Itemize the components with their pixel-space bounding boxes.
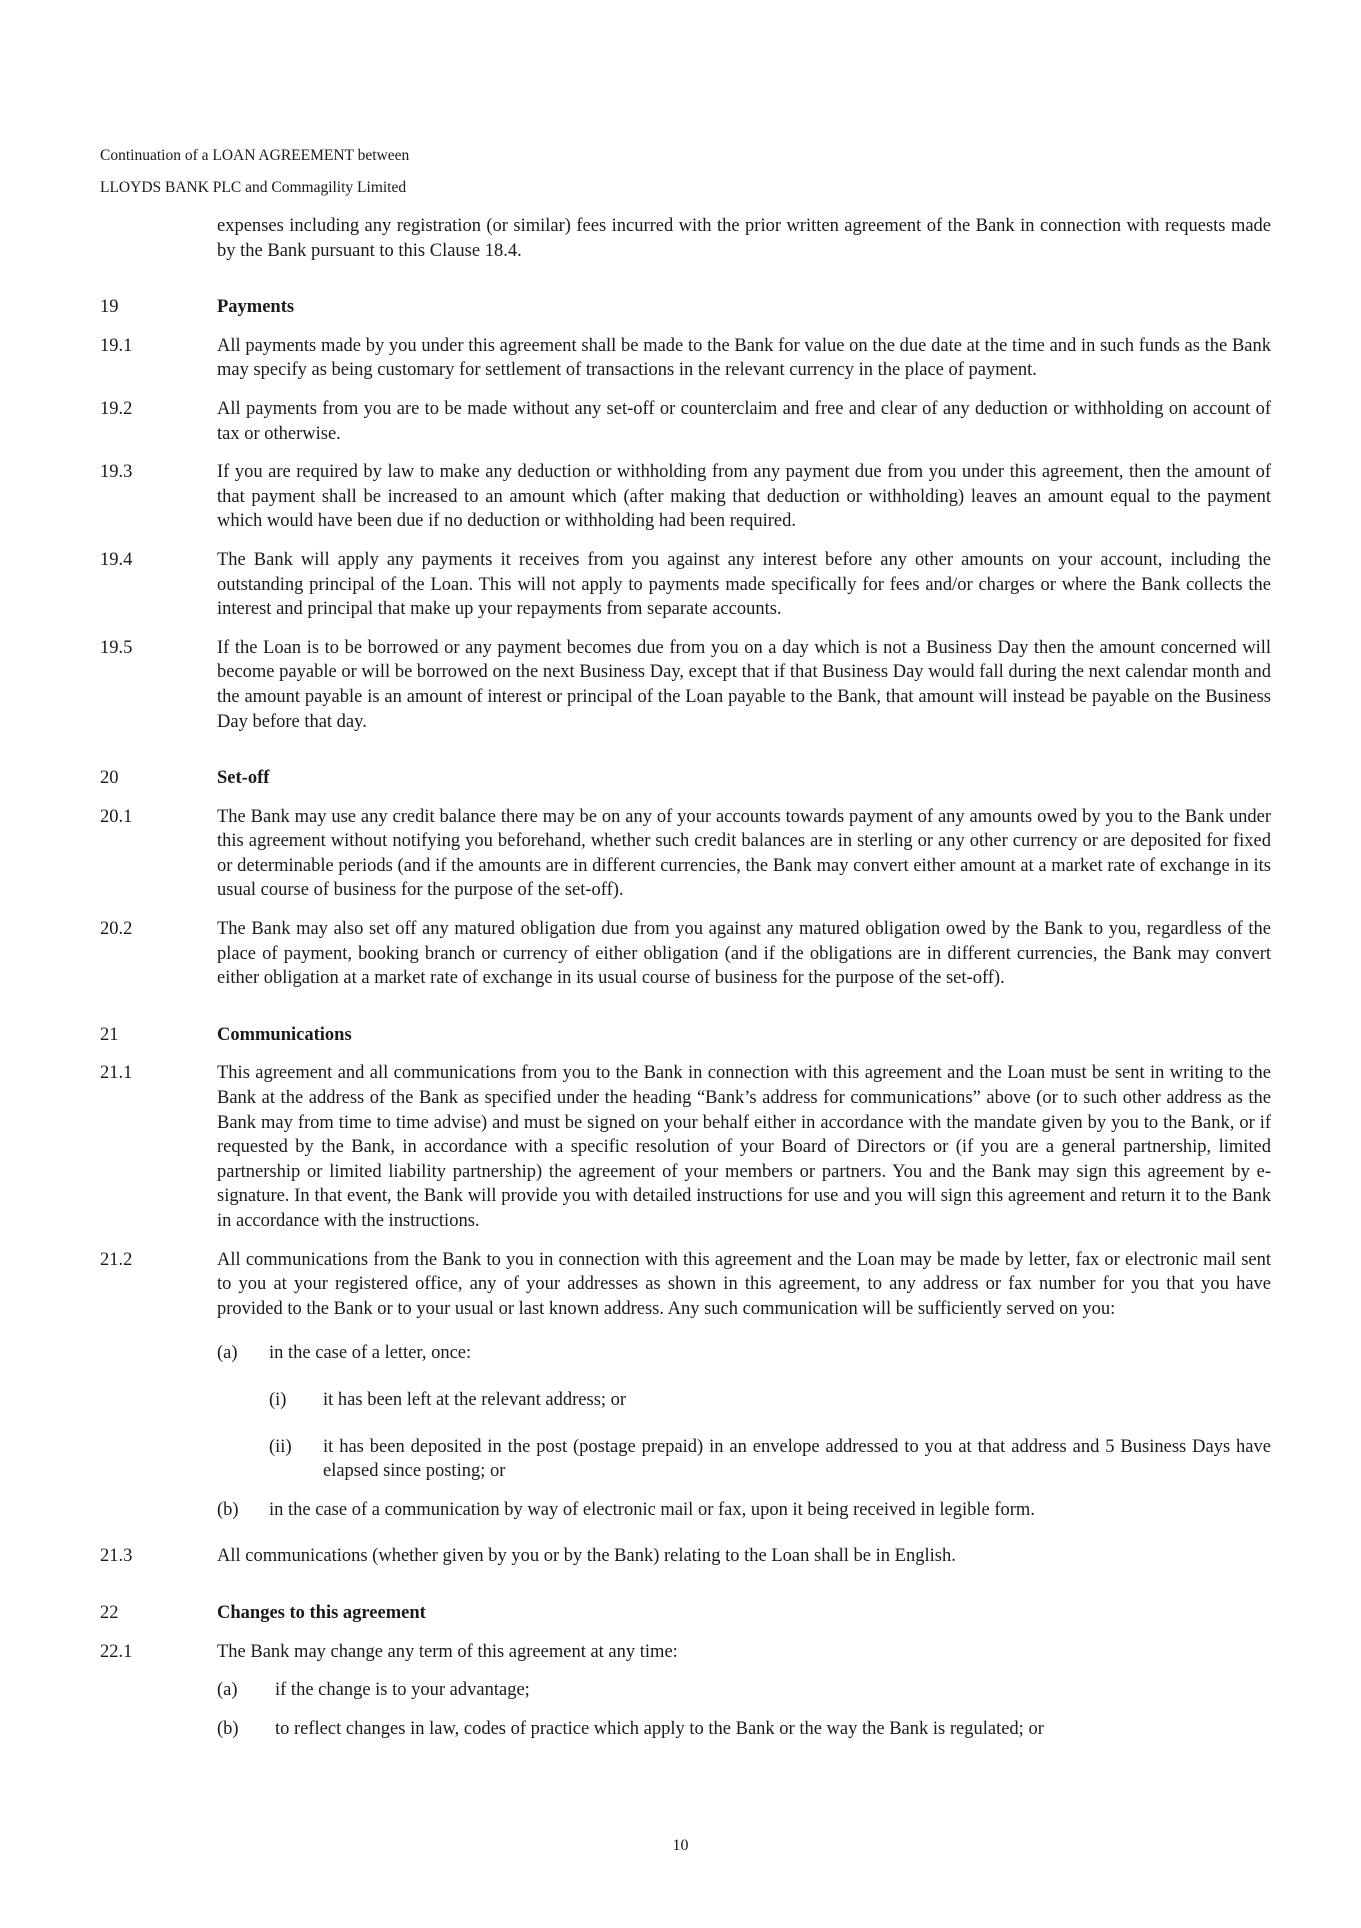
clause-number: 21.3 (100, 1546, 133, 1567)
clause-number: 21.2 (100, 1249, 133, 1270)
item-21-2-a (217, 1341, 1271, 1366)
section-number: 19 (100, 297, 119, 318)
clause-text: If you are required by law to make any deduction or withholding from any payment due from you under this agreement, then the amount of that payment shall be increased to an amount which (after making that deduction or withholding) leaves an amount equal to the payment which would have been due if no deduction or withholding had been required. (217, 462, 1271, 532)
clause-text: The Bank may change any term of this agreement at any time: (217, 1641, 678, 1662)
item-22-1-a (217, 1678, 1271, 1703)
section-title: Communications (217, 1024, 352, 1045)
item-text: it has been left at the relevant address; or (323, 1389, 627, 1410)
item-22-1-b (217, 1717, 1271, 1742)
clause-text: The Bank may use any credit balance there may be on any of your accounts towards payment of any amounts owed by you to the Bank under this agreement without notifying you beforehand, whether such credit balances are in sterling or any other currency or are deposited for fixed or determinable periods (and if the amounts are in different currencies, the Bank may convert either amount at a market rate of exchange in its usual course of business for the purpose of the set-off). (217, 806, 1271, 901)
header-line-1: Continuation of a LOAN AGREEMENT between (100, 147, 410, 164)
clause-text: If the Loan is to be borrowed or any payment becomes due from you on a day which is not a Business Day then the amount concerned will become payable or will be borrowed on the next Business Day, except that if that Business Day would fall during the next calendar month and the amount payable is an amount of interest or principal of the Loan payable to the Bank, that amount will instead be payable on the Business Day before that day. (217, 637, 1271, 732)
clause-21-1 (100, 1061, 1271, 1233)
clause-19-2 (100, 397, 1271, 446)
item-label: (a) (217, 1680, 238, 1701)
item-text: in the case of a letter, once: (269, 1343, 472, 1364)
clause-text: The Bank will apply any payments it receives from you against any interest before any other amounts on your account, including the outstanding principal of the Loan. This will not apply to payments made specifically for fees and/or charges or where the Bank collects the interest and principal that make up your repayments from separate accounts. (217, 549, 1271, 620)
continuation-paragraph: expenses including any registration (or similar) fees incurred with the prior written agreement of the Bank in connection with requests made by the Bank pursuant to this Clause 18.4. (217, 216, 1271, 261)
clause-text: All communications from the Bank to you in connection with this agreement and the Loan may be made by letter, fax or electronic mail sent to you at your registered office, any of your addresses as shown in this agreement, to any address or fax number for you that you have provided to the Bank or to your usual or last known address. Any such communication will be sufficiently served on you: (217, 1249, 1271, 1319)
section-number: 20 (100, 768, 119, 789)
clause-text: All communications (whether given by you or by the Bank) relating to the Loan shall be in English. (217, 1546, 956, 1567)
item-text: in the case of a communication by way of electronic mail or fax, upon it being received in legible form. (269, 1499, 1035, 1520)
section-number: 21 (100, 1024, 119, 1045)
clause-text: The Bank may also set off any matured obligation due from you against any matured obligation owed by the Bank to you, regardless of the place of payment, booking branch or currency of either obligation (and if the obligations are in different currencies, the Bank may convert either obligation at a market rate of exchange in its usual course of business for the purpose of the set-off). (217, 919, 1271, 989)
item-label: (b) (217, 1718, 239, 1739)
clause-number: 19.5 (100, 637, 133, 658)
clause-number: 20.1 (100, 806, 133, 827)
item-text: it has been deposited in the post (postage prepaid) in an envelope addressed to you at that address and 5 Business Days have elapsed since posting; or (323, 1436, 1271, 1482)
item-label: (i) (269, 1389, 287, 1410)
section-22-heading (100, 1601, 1271, 1626)
item-21-2-b (217, 1498, 1271, 1523)
clause-number: 20.2 (100, 919, 133, 940)
item-21-2-a-i (269, 1388, 1271, 1413)
clause-text: All payments from you are to be made without any set-off or counterclaim and free and clear of any deduction or withholding on account of tax or otherwise. (217, 398, 1271, 444)
section-title: Payments (217, 297, 295, 318)
clause-number: 19.3 (100, 462, 133, 483)
clause-20-2 (100, 917, 1271, 991)
clause-21-2 (100, 1248, 1271, 1322)
item-21-2-a-ii (269, 1435, 1271, 1484)
clause-22-1 (100, 1640, 1271, 1665)
clause-21-3 (100, 1544, 1271, 1569)
item-label: (b) (217, 1499, 239, 1520)
clause-number: 19.1 (100, 335, 133, 356)
clause-19-1 (100, 334, 1271, 383)
page-number: 10 (672, 1837, 689, 1854)
clause-20-1 (100, 805, 1271, 903)
clause-number: 22.1 (100, 1641, 133, 1662)
item-label: (a) (217, 1343, 238, 1364)
section-21-heading (100, 1023, 1271, 1048)
clause-number: 19.2 (100, 398, 133, 419)
clause-text: All payments made by you under this agreement shall be made to the Bank for value on the due date at the time and in such funds as the Bank may specify as being customary for settlement of transactions in the relevant currency in the place of payment. (217, 335, 1271, 381)
clause-text: This agreement and all communications from you to the Bank in connection with this agreement and the Loan must be sent in writing to the Bank at the address of the Bank as specified under the heading “Bank’s address for communications” above (or to such other address as the Bank may from time to time advise) and must be signed on your behalf either in accordance with the mandate given by you to the Bank, or if requested by the Bank, in accordance with a specific resolution of your Board of Directors or (if you are a general partnership, limited partnership or limited liability partnership) the agreement of your members or partners. You and the Bank may sign this agreement by e-signature. In that event, the Bank will provide you with detailed instructions for use and you will sign this agreement and return it to the Bank in accordance with the instructions. (217, 1063, 1271, 1231)
item-text: to reflect changes in law, codes of practice which apply to the Bank or the way the Bank is regulated; or (275, 1718, 1044, 1739)
section-20-heading (100, 766, 1271, 791)
clause-number: 21.1 (100, 1063, 133, 1084)
clause-number: 19.4 (100, 549, 133, 570)
clause-19-3 (100, 460, 1271, 534)
section-title: Set-off (217, 768, 270, 789)
header-line-2: LLOYDS BANK PLC and Commagility Limited (100, 179, 407, 196)
section-number: 22 (100, 1602, 119, 1623)
clause-19-4 (100, 548, 1271, 622)
section-title: Changes to this agreement (217, 1602, 426, 1623)
item-text: if the change is to your advantage; (275, 1680, 530, 1701)
clause-19-5 (100, 636, 1271, 734)
item-label: (ii) (269, 1436, 292, 1457)
section-19-heading (100, 295, 1271, 320)
